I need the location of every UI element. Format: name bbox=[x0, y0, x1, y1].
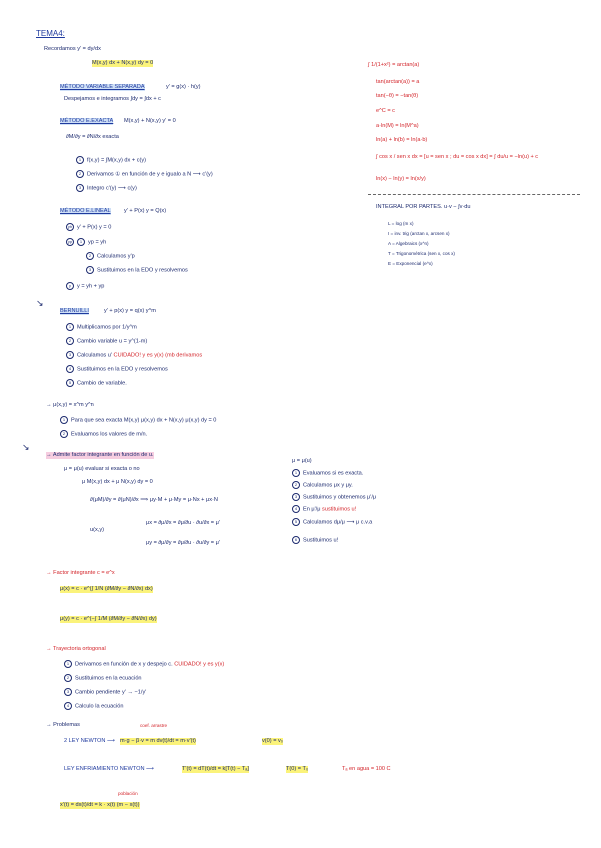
factor-c-y: μ(y) = c · e^(−∫ 1/M (∂M/∂y − ∂N/∂x) dy) bbox=[60, 616, 157, 622]
newton-eq: m·g − β·v = m dv(t)/dt = m·v'(t) bbox=[120, 738, 196, 744]
exacta-eq: M(x,y) + N(x,y) y' = 0 bbox=[124, 118, 176, 124]
mu-xy-step-2: 2 Evaluamos los valores de m/n. bbox=[60, 430, 147, 438]
ortogonal-step-4: 4 Calculo la ecuación bbox=[64, 702, 124, 710]
enfr-label: LEY ENFRIAMIENTO NEWTON ⟶ bbox=[64, 766, 155, 772]
formula-5: a·ln(M) = ln(M^a) bbox=[376, 123, 419, 129]
formula-6: ln(a) + ln(b) = ln(a·b) bbox=[376, 137, 428, 143]
factor-u-right-2: 2 Calculamos μx y μy. bbox=[292, 481, 353, 489]
liate-i: I = inv. trig (arctan x, arcsen x) bbox=[388, 231, 450, 236]
factor-u-line-1: μ = μ(u) evaluar si exacta o no bbox=[64, 466, 140, 472]
factor-u-title: → Admite factor integrante en función de u. bbox=[46, 452, 154, 458]
ortogonal-step-1: 1 Derivamos en función de x y despejo c. CUIDADO! y es y(x) bbox=[64, 660, 224, 668]
factor-c-x: μ(x) = c · e^(∫ 1/N (∂M/∂y − ∂N/∂x) dx) bbox=[60, 586, 153, 592]
factor-u-line-3: ∂(μM)/∂y = ∂(μN)/∂x ⟹ μy·M + μ·My = μ·Nx + μx·N bbox=[90, 497, 218, 503]
lineal-eq: y' + P(x) y = Q(x) bbox=[124, 208, 167, 214]
formula-7: ∫ cos x / sen x dx = [u = sen x ; du = cos x dx] = ∫ du/u = −ln(u) + c bbox=[376, 154, 539, 160]
general-form: M(x,y) dx + N(x,y) dy = 0 bbox=[92, 60, 154, 66]
mu-xy-step-1: 1 Para que sea exacta M(x,y) μ(x,y) dx + N(x,y) μ(x,y) dy = 0 bbox=[60, 416, 216, 424]
liate-l: L = log (m x) bbox=[388, 221, 414, 226]
exacta-step-3: 3 Integro c'(y) ⟶ c(y) bbox=[76, 184, 137, 192]
enfr-note: Tₐ en agua = 100 C bbox=[342, 766, 391, 772]
poblacion-label: población bbox=[118, 791, 138, 796]
poblacion-eq: x'(t) = dx(t)/dt = k · x(t) (m − x(t)) bbox=[60, 802, 140, 808]
factor-u-right-6: 6 Sustituimos u! bbox=[292, 536, 338, 544]
bernoulli-step-4: 4 Sustituimos en la EDO y resolvemos bbox=[66, 365, 168, 373]
exacta-title: MÉTODO E.EXACTA bbox=[60, 118, 114, 124]
arrow-icon: ↘ bbox=[22, 442, 30, 452]
bernoulli-step-5: 5 Cambio de variable. bbox=[66, 379, 127, 387]
separada-eq: y' = g(x) · h(y) bbox=[166, 84, 201, 90]
coef-label: coef. arrastre bbox=[140, 723, 168, 728]
problemas-title: → Problemas bbox=[46, 722, 80, 728]
lineal-yp: yp 1 yp = yh bbox=[67, 239, 107, 246]
formula-3: tan(−θ) = −tan(θ) bbox=[376, 93, 419, 99]
ortogonal-title: → Trayectoria ortogonal bbox=[46, 646, 106, 652]
formula-8: ln(x) − ln(y) = ln(x/y) bbox=[376, 176, 426, 182]
bernoulli-title: BERNUILLI bbox=[60, 308, 89, 314]
divider bbox=[368, 194, 580, 195]
factor-u-line-2: μ M(x,y) dx + μ N(x,y) dy = 0 bbox=[82, 479, 153, 485]
liate-a: A = Algebraics (x^n) bbox=[388, 241, 429, 246]
exacta-cond: ∂M/∂y = ∂N/∂x exacta bbox=[66, 134, 119, 140]
lineal-yh: yh y' + P(x) y = 0 bbox=[67, 224, 112, 231]
liate-t: T = Trigonométrica (sen x, cos x) bbox=[388, 251, 455, 256]
ortogonal-step-2: 2 Sustituimos en la ecuación bbox=[64, 674, 142, 682]
separada-title: MÉTODO VARIABLE SEPARADA bbox=[60, 84, 145, 90]
bernoulli-step-3: 3 Calculamos u' CUIDADO! y es y(x) (mb derivamos bbox=[66, 351, 202, 359]
factor-u-right-3: 3 Sustituimos y obtenemos μ'/μ bbox=[292, 493, 376, 501]
factor-u-line-4: u(x,y) bbox=[90, 527, 104, 533]
lineal-yp-3: 3 Sustituimos en la EDO y resolvemos bbox=[86, 266, 188, 274]
page-title: TEMA4: bbox=[36, 29, 65, 38]
bernoulli-eq: y' + p(x) y = q(x) y^m bbox=[104, 308, 156, 314]
factor-u-right-0: μ = μ(u) bbox=[292, 458, 312, 464]
mu-xy-title: → μ(x,y) = x^m y^n bbox=[46, 402, 94, 408]
exacta-step-2: 2 Derivamos ① en función de y e igualo a N ⟶ c'(y) bbox=[76, 170, 213, 178]
factor-u-right-1: 1 Evaluamos si es exacta. bbox=[292, 469, 363, 477]
enfr-eq: T'(t) = dT(t)/dt = k[T(t) − Tₐ] bbox=[182, 766, 249, 772]
ortogonal-step-3: 3 Cambio pendiente y' → −1/y' bbox=[64, 688, 146, 696]
newton-label: 2 LEY NEWTON ⟶ bbox=[64, 738, 116, 744]
bernoulli-step-1: 1 Multiplicamos por 1/y^m bbox=[66, 323, 137, 331]
bernoulli-step-2: 2 Cambio variable u = y^(1-m) bbox=[66, 337, 147, 345]
separada-step: Despejamos e integramos ∫dy = ∫dx + c bbox=[64, 96, 161, 102]
lineal-yp-2: 2 Calculamos y'p bbox=[86, 252, 135, 260]
lineal-solution: y y = yh + yp bbox=[66, 282, 104, 290]
exacta-step-1: 1 f(x,y) = ∫M(x,y) dx + c(y) bbox=[76, 156, 146, 164]
factor-u-line-5: μx = ∂μ/∂x = ∂μ/∂u · ∂u/∂x = μ' bbox=[146, 520, 220, 526]
factor-c-title: → Factor integrante c = e^x bbox=[46, 570, 115, 576]
parts-title: INTEGRAL POR PARTES. u·v − ∫v·du bbox=[376, 204, 471, 210]
liate-e: E = Exponencial (e^x) bbox=[388, 261, 433, 266]
newton-ic: v(0) = v₀ bbox=[262, 738, 284, 744]
formula-2: tan(arctan(a)) = a bbox=[376, 79, 420, 85]
factor-u-right-4: 4 En μ'/μ sustituimos u! bbox=[292, 505, 356, 513]
formula-1: ∫ 1/(1+x²) = arctan(a) bbox=[368, 62, 420, 68]
formula-4: e^C = c bbox=[376, 108, 395, 114]
recall-line: Recordamos y' = dy/dx bbox=[44, 46, 101, 52]
arrow-icon: ↘ bbox=[36, 298, 44, 308]
factor-u-line-6: μy = ∂μ/∂y = ∂μ/∂u · ∂u/∂y = μ' bbox=[146, 540, 220, 546]
enfr-ic: T(0) = T₀ bbox=[286, 766, 309, 772]
factor-u-right-5: 5 Calculamos dμ/μ ⟶ μ c.v.a bbox=[292, 518, 372, 526]
lineal-title: MÉTODO E.LINEAL bbox=[60, 208, 111, 214]
